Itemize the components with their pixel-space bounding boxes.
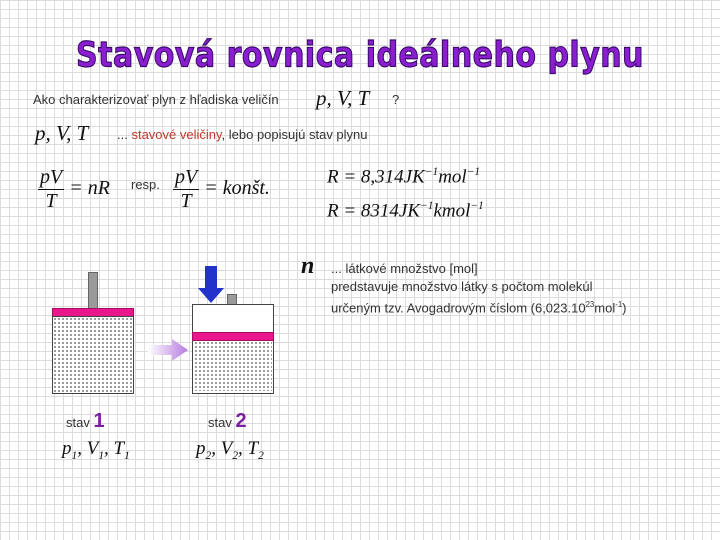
amount-note-line2: predstavuje množstvo látky s počtom molekúl [331, 279, 593, 294]
gas-constant-2-exp2: −1 [470, 200, 484, 212]
equation-constant [173, 166, 270, 213]
equation-constant-rhs: = konšt. [204, 177, 270, 200]
gas-constant-2-unit: kmol [433, 200, 471, 222]
gas-constant-2-exp1: −1 [420, 200, 434, 212]
gas-constant-2 [327, 200, 484, 222]
equation-general-numerator: pV [40, 166, 63, 188]
amount-note-unit-exponent: -1 [615, 300, 623, 309]
equation-general-fraction [38, 166, 64, 213]
piston-2 [192, 332, 274, 341]
state-variables-symbols: p, V, T [35, 121, 89, 145]
equation-constant-denominator: T [180, 190, 192, 212]
equation-constant-fraction [173, 166, 199, 213]
amount-note-line3 [331, 296, 627, 317]
amount-note-line1: ... látkové množstvo [mol] [331, 261, 478, 276]
amount-note-close: ) [622, 300, 627, 316]
equation-constant-numerator: pV [175, 166, 198, 188]
equation-general-denominator: T [45, 190, 57, 212]
resp-label: resp. [131, 177, 160, 192]
transition-arrow-icon [148, 338, 190, 362]
equation-general-rhs: = nR [69, 177, 110, 200]
state-variables-prefix: ... [117, 127, 132, 142]
state-2-label [208, 410, 247, 433]
state-2-variables: $p_2$, $V_2$, $T_2$ [196, 438, 264, 462]
amount-note [331, 260, 627, 317]
gas-constant-1-unit: mol [438, 166, 467, 188]
state-1-label [66, 410, 105, 433]
state-variables-suffix: , lebo popisujú stav plynu [221, 127, 368, 142]
intro-variables: p, V, T [316, 86, 370, 110]
page-title: Stavová rovnica ideálneho plynu [76, 35, 644, 76]
amount-symbol: n [301, 253, 315, 279]
intro-question: Ako charakterizovať plyn z hľadiska veličín [33, 92, 279, 107]
amount-note-exponent: 23 [585, 300, 595, 309]
compression-arrow-icon [198, 266, 224, 304]
state-1-variables: $p_1$, $V_1$, $T_1$ [62, 438, 130, 462]
gas-constant-2-value: R = 8314JK [327, 200, 421, 222]
state-2-text: stav [208, 415, 232, 430]
state-1-number: 1 [93, 410, 105, 432]
piston-rod-1 [88, 272, 98, 312]
state-2-p: p [196, 438, 206, 459]
amount-note-line3-text: určeným tzv. Avogadrovým číslom (6,023.10 [331, 300, 586, 316]
state-1-p: p [62, 438, 72, 459]
intro-question-mark: ? [392, 92, 400, 107]
gas-constant-1-value: R = 8,314JK [327, 166, 425, 188]
gas-constant-1-exp1: −1 [424, 166, 439, 178]
state-variables-text [117, 127, 368, 142]
gas-constant-1 [327, 166, 480, 188]
cylinder-1-gas [52, 316, 134, 394]
state-1-text: stav [66, 415, 90, 430]
gas-constant-1-exp2: −1 [466, 166, 481, 178]
amount-note-unit: mol [594, 300, 616, 316]
cylinder-2-gas [194, 341, 272, 391]
state-2-number: 2 [235, 410, 247, 432]
equation-general [38, 166, 110, 213]
state-variables-highlight: stavové veličiny [131, 127, 222, 142]
